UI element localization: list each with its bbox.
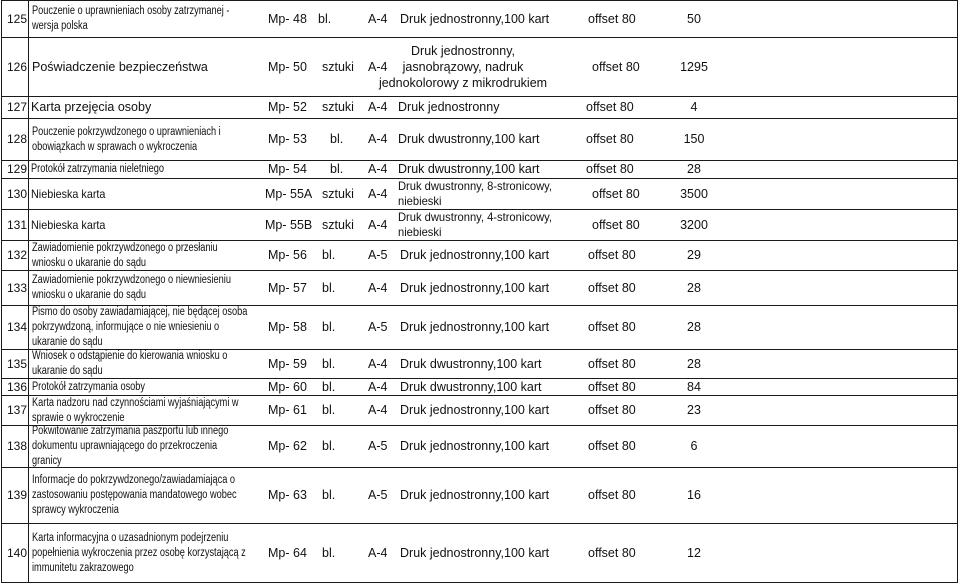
print-description-line: Druk jednostronny,100 kart <box>400 545 550 560</box>
form-name <box>32 350 276 378</box>
print-description-line: Druk jednostronny <box>398 100 500 114</box>
print-description <box>400 426 549 467</box>
quantity: 3500 <box>680 186 708 201</box>
print-description <box>400 524 549 582</box>
print-description <box>400 241 549 270</box>
quantity: 28 <box>687 356 701 371</box>
form-name <box>32 426 277 467</box>
print-description <box>400 350 542 378</box>
unit: bl. <box>322 379 336 394</box>
form-name <box>32 38 208 96</box>
row-number: 125 <box>2 1 29 37</box>
form-code: Mp- 60 <box>268 379 307 394</box>
table-row <box>1 209 958 240</box>
row-number: 129 <box>2 161 29 178</box>
form-name-line: Zawiadomienie pokrzywdzonego o niewniesieniu <box>32 274 231 286</box>
form-name-line: wniosku o ukaranie do sądu <box>32 289 147 301</box>
form-code: Mp- 62 <box>268 439 307 453</box>
print-description-line: niebieski <box>398 225 442 239</box>
table-row <box>1 467 958 523</box>
form-code: Mp- 52 <box>268 100 307 114</box>
form-name <box>31 97 151 118</box>
unit: bl. <box>322 280 336 295</box>
form-name-line: Karta przejęcia osoby <box>31 100 152 114</box>
table-row <box>1 270 958 305</box>
print-technique: offset 80 <box>588 356 636 371</box>
form-name-line: Protokół zatrzymania nieletniego <box>31 163 164 175</box>
print-description <box>400 271 549 305</box>
form-name-line: Protokół zatrzymania osoby <box>32 380 146 393</box>
unit: bl. <box>322 403 336 417</box>
print-technique: offset 80 <box>586 132 634 146</box>
row-number: 130 <box>2 179 29 209</box>
row-number: 134 <box>2 306 29 349</box>
print-description-line: Druk jednostronny,100 kart <box>400 403 550 417</box>
paper-format: A-4 <box>368 162 388 176</box>
form-code: Mp- 59 <box>268 356 307 371</box>
form-name-line: Informacje do pokrzywdzonego/zawiadamiająca o <box>32 474 236 486</box>
print-technique: offset 80 <box>592 217 640 232</box>
form-name-line: Pouczenie pokrzywdzonego o uprawnieniach i <box>32 125 221 138</box>
print-description-line: Druk jednostronny,100 kart <box>400 11 550 26</box>
form-code: Mp- 48 <box>268 11 307 26</box>
print-description-line: Druk jednostronny,100 kart <box>400 280 550 295</box>
quantity: 6 <box>690 439 698 453</box>
unit: sztuki <box>322 217 354 232</box>
form-name-line: dokumentu uprawniającego do przekroczenia <box>32 440 218 452</box>
unit: sztuki <box>322 59 354 74</box>
print-description <box>370 38 556 96</box>
print-technique: offset 80 <box>592 186 640 201</box>
form-name-line: immunitetu zakrazowego <box>32 561 134 574</box>
form-code: Mp- 61 <box>268 403 307 417</box>
form-code: Mp- 63 <box>268 488 307 502</box>
paper-format: A-4 <box>368 100 388 114</box>
form-code: Mp- 50 <box>268 59 307 74</box>
form-name-line: wniosku o ukaranie do sądu <box>32 256 147 269</box>
print-description-line: Druk dwustronny, 4-stronicowy, <box>398 210 553 224</box>
form-name <box>32 468 288 523</box>
print-description-line: niebieski <box>398 194 442 208</box>
quantity: 1295 <box>680 59 708 74</box>
form-code: Mp- 57 <box>268 280 307 295</box>
form-name-line: ukaranie do sądu <box>32 365 103 377</box>
print-description <box>398 210 564 240</box>
print-description-line: Druk dwustronny, 8-stronicowy, <box>398 179 553 193</box>
form-name <box>31 210 114 240</box>
form-name-line: sprawie o wykroczenie <box>32 411 125 424</box>
print-technique: offset 80 <box>588 379 636 394</box>
form-name <box>31 161 197 178</box>
print-technique: offset 80 <box>588 248 636 262</box>
table-row <box>1 0 958 37</box>
table-row <box>1 118 958 160</box>
table-row <box>1 37 958 96</box>
row-number: 132 <box>2 241 29 270</box>
form-name-line: sprawcy wykroczenia <box>32 504 119 516</box>
paper-format: A-5 <box>368 320 388 334</box>
paper-format: A-4 <box>368 379 388 394</box>
print-description <box>400 306 549 349</box>
row-number: 139 <box>2 468 29 523</box>
form-name <box>32 119 268 160</box>
print-description <box>400 396 549 425</box>
quantity: 28 <box>687 162 701 176</box>
row-number: 128 <box>2 119 29 160</box>
form-name-line: Niebieska karta <box>31 217 106 232</box>
unit: bl. <box>322 488 336 502</box>
print-description <box>398 119 540 160</box>
quantity: 4 <box>690 100 698 114</box>
form-code: Mp- 55A <box>265 186 313 201</box>
form-name-line: Pismo do osoby zawiadamiającej, nie będącej osoba <box>32 306 248 318</box>
paper-format: A-4 <box>368 186 388 201</box>
form-name-line: wersja polska <box>32 20 88 32</box>
print-description-line: Druk jednostronny, <box>411 44 515 58</box>
table-row <box>1 523 958 583</box>
table-row <box>1 395 958 425</box>
quantity: 84 <box>687 379 701 394</box>
form-name-line: ukaranie do sądu <box>32 336 103 348</box>
print-technique: offset 80 <box>588 320 636 334</box>
print-description-line: Druk dwustronny,100 kart <box>400 379 542 394</box>
form-code: Mp- 64 <box>268 545 307 560</box>
quantity: 3200 <box>680 217 708 232</box>
form-name-line: Pokwitowanie zatrzymania paszportu lub innego <box>32 425 229 437</box>
form-name <box>32 524 299 582</box>
quantity: 28 <box>687 280 701 295</box>
unit: bl. <box>330 132 344 146</box>
print-description-line: jednokolorowy z mikrodrukiem <box>378 76 548 90</box>
unit: bl. <box>318 11 332 26</box>
table-row <box>1 425 958 467</box>
form-name-line: popełnienia wykroczenia przez osobę korzystającą z <box>32 546 246 559</box>
print-technique: offset 80 <box>588 488 636 502</box>
paper-format: A-4 <box>368 132 388 146</box>
quantity: 150 <box>683 132 705 146</box>
form-name <box>32 379 173 395</box>
form-name-line: pokrzywdzoną, informujące o nie wniesieniu o <box>32 321 220 333</box>
form-name <box>32 241 264 270</box>
print-technique: offset 80 <box>588 439 636 453</box>
paper-format: A-4 <box>368 11 388 26</box>
table-row <box>1 96 958 118</box>
row-number: 126 <box>2 38 29 96</box>
form-name-line: granicy <box>32 455 62 467</box>
table-row <box>1 160 958 178</box>
quantity: 16 <box>687 488 701 502</box>
print-description-line: Druk dwustronny,100 kart <box>398 132 540 146</box>
form-code: Mp- 58 <box>268 320 307 334</box>
row-number: 137 <box>2 396 29 425</box>
form-name-line: Pouczenie o uprawnieniach osoby zatrzymanej - <box>32 5 230 17</box>
unit: bl. <box>322 439 336 453</box>
print-technique: offset 80 <box>588 545 636 560</box>
print-description-line: Druk jednostronny,100 kart <box>400 320 550 334</box>
form-name <box>32 306 301 349</box>
print-description <box>400 1 549 37</box>
paper-format: A-5 <box>368 248 388 262</box>
form-code: Mp- 55B <box>265 217 313 232</box>
print-technique: offset 80 <box>586 162 634 176</box>
form-name-line: Niebieska karta <box>31 186 106 201</box>
unit: bl. <box>322 356 336 371</box>
form-name <box>32 396 290 425</box>
quantity: 28 <box>687 320 701 334</box>
print-description-line: Druk dwustronny,100 kart <box>400 356 542 371</box>
print-description-line: jasnobrązowy, nadruk <box>402 60 524 74</box>
row-number: 127 <box>2 97 29 118</box>
paper-format: A-4 <box>368 403 388 417</box>
paper-format: A-5 <box>368 439 388 453</box>
form-name-line: Zawiadomienie pokrzywdzonego o przesłaniu <box>32 241 218 254</box>
unit: bl. <box>330 162 344 176</box>
row-number: 133 <box>2 271 29 305</box>
form-name <box>31 179 114 209</box>
form-name-line: Wniosek o odstąpienie do kierowania wniosku o <box>32 350 228 362</box>
print-technique: offset 80 <box>588 11 636 26</box>
form-name <box>32 271 281 305</box>
row-number: 138 <box>2 426 29 467</box>
table-row <box>1 240 958 270</box>
row-number: 140 <box>2 524 29 582</box>
form-name-line: Karta informacyjna o uzasadnionym podejrzeniu <box>32 531 229 544</box>
print-technique: offset 80 <box>588 403 636 417</box>
paper-format: A-4 <box>368 59 388 74</box>
form-code: Mp- 53 <box>268 132 307 146</box>
table-row <box>1 305 958 349</box>
quantity: 50 <box>687 11 701 26</box>
form-code: Mp- 56 <box>268 248 307 262</box>
unit: bl. <box>322 320 336 334</box>
print-description <box>398 97 499 118</box>
print-technique: offset 80 <box>588 280 636 295</box>
form-name <box>32 1 279 37</box>
form-name-line: Karta nadzoru nad czynnościami wyjaśniającymi w <box>32 396 239 409</box>
print-description <box>398 161 540 178</box>
row-number: 136 <box>2 379 29 395</box>
paper-format: A-4 <box>368 356 388 371</box>
paper-format: A-4 <box>368 217 388 232</box>
print-description <box>398 179 564 209</box>
print-description <box>400 468 549 523</box>
quantity: 23 <box>687 403 701 417</box>
print-technique: offset 80 <box>592 59 640 74</box>
unit: bl. <box>322 545 336 560</box>
paper-format: A-5 <box>368 488 388 502</box>
quantity: 12 <box>687 545 701 560</box>
print-description-line: Druk jednostronny,100 kart <box>400 439 550 453</box>
table-row <box>1 378 958 395</box>
print-description-line: Druk jednostronny,100 kart <box>400 488 550 502</box>
print-description-line: Druk jednostronny,100 kart <box>400 248 550 262</box>
form-code: Mp- 54 <box>268 162 307 176</box>
row-number: 131 <box>2 210 29 240</box>
unit: bl. <box>322 248 336 262</box>
unit: sztuki <box>322 100 354 114</box>
form-name-line: Poświadczenie bezpieczeństwa <box>32 59 208 74</box>
print-description <box>400 379 542 395</box>
paper-format: A-4 <box>368 545 388 560</box>
row-number: 135 <box>2 350 29 378</box>
quantity: 29 <box>687 248 701 262</box>
unit: sztuki <box>322 186 354 201</box>
table-row <box>1 178 958 209</box>
form-name-line: obowiązkach w sprawach o wykroczenia <box>32 140 198 153</box>
print-technique: offset 80 <box>586 100 634 114</box>
print-description-line: Druk dwustronny,100 kart <box>398 162 540 176</box>
paper-format: A-4 <box>368 280 388 295</box>
table-row <box>1 349 958 378</box>
form-name-line: zastosowaniu postępowania mandatowego wobec <box>32 489 237 501</box>
